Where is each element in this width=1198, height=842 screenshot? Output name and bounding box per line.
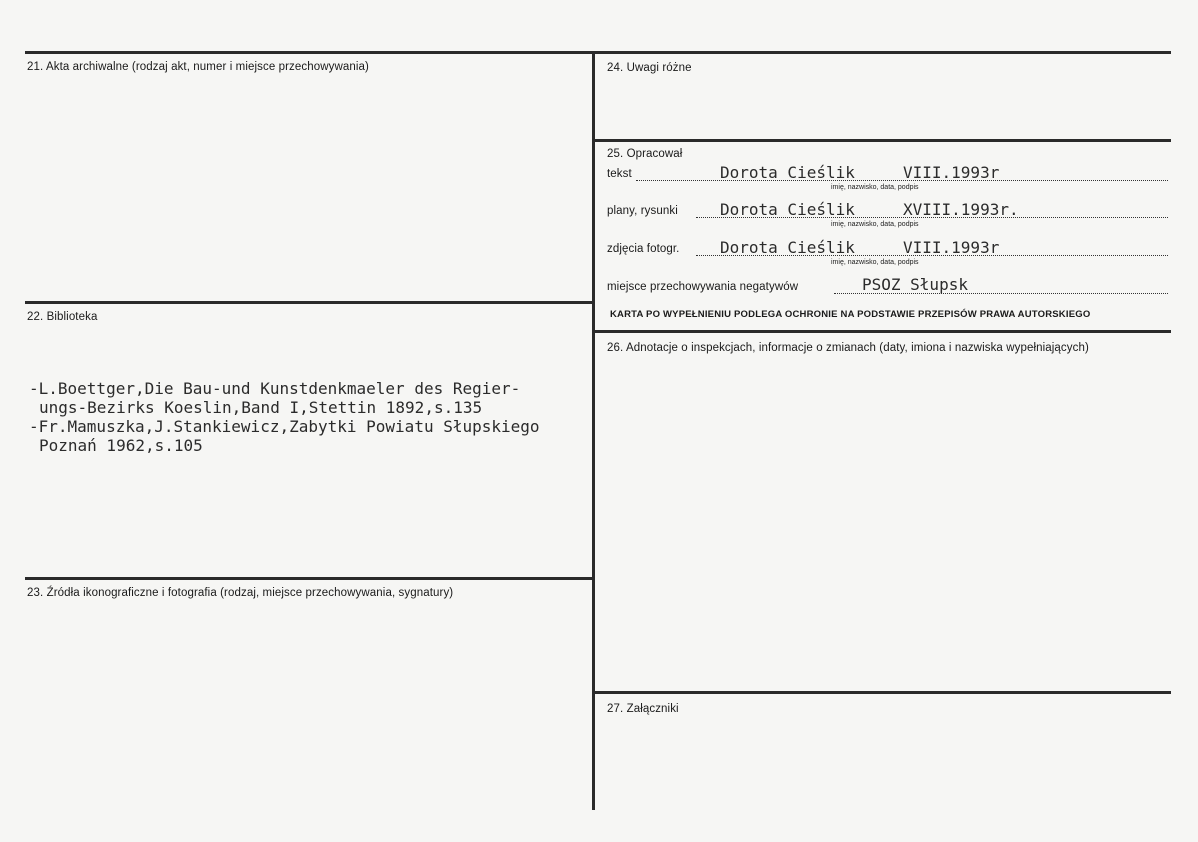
zdjecia-date: VIII.1993r xyxy=(903,238,1000,257)
tekst-author: Dorota Cieślik xyxy=(720,163,855,182)
section-25-label: 25. Opracował xyxy=(607,148,683,160)
plany-date: XVIII.1993r. xyxy=(903,200,1019,219)
section-24-label: 24. Uwagi różne xyxy=(607,62,692,74)
bibliography-line: -L.Boettger,Die Bau-und Kunstdenkmaeler des Regier- xyxy=(29,379,521,398)
section-27-label: 27. Załączniki xyxy=(607,703,679,715)
top-rule xyxy=(25,51,1171,54)
rule-24-25 xyxy=(594,139,1171,142)
section-21-label: 21. Akta archiwalne (rodzaj akt, numer i miejsce przechowywania) xyxy=(27,61,369,73)
tekst-label: tekst xyxy=(607,168,632,180)
tekst-line xyxy=(636,180,1168,181)
rule-21-22 xyxy=(25,301,594,304)
rule-25-26 xyxy=(594,330,1171,333)
copyright-notice: KARTA PO WYPEŁNIENIU PODLEGA OCHRONIE NA PODSTAWIE PRZEPISÓW PRAWA AUTORSKIEGO xyxy=(610,309,1091,320)
bibliography-line: -Fr.Mamuszka,J.Stankiewicz,Zabytki Powiatu Słupskiego xyxy=(29,417,540,436)
tekst-hint: imię, nazwisko, data, podpis xyxy=(831,184,919,191)
negatywy-location: PSOZ Słupsk xyxy=(862,275,968,294)
rule-22-23 xyxy=(25,577,594,580)
bibliography-line: Poznań 1962,s.105 xyxy=(39,436,203,455)
section-22-label: 22. Biblioteka xyxy=(27,311,98,323)
section-26-label: 26. Adnotacje o inspekcjach, informacje o zmianach (daty, imiona i nazwiska wypełniających) xyxy=(607,342,1089,354)
bibliography-line: ungs-Bezirks Koeslin,Band I,Stettin 1892,s.135 xyxy=(39,398,483,417)
plany-hint: imię, nazwisko, data, podpis xyxy=(831,221,919,228)
negatywy-label: miejsce przechowywania negatywów xyxy=(607,281,799,293)
plany-label: plany, rysunki xyxy=(607,205,678,217)
plany-author: Dorota Cieślik xyxy=(720,200,855,219)
zdjecia-author: Dorota Cieślik xyxy=(720,238,855,257)
zdjecia-hint: imię, nazwisko, data, podpis xyxy=(831,259,919,266)
zdjecia-label: zdjęcia fotogr. xyxy=(607,243,680,255)
center-divider xyxy=(592,51,595,810)
tekst-date: VIII.1993r xyxy=(903,163,1000,182)
rule-26-27 xyxy=(594,691,1171,694)
section-23-label: 23. Źródła ikonograficzne i fotografia (rodzaj, miejsce przechowywania, sygnatury) xyxy=(27,587,454,599)
bibliography-entries xyxy=(29,379,540,455)
